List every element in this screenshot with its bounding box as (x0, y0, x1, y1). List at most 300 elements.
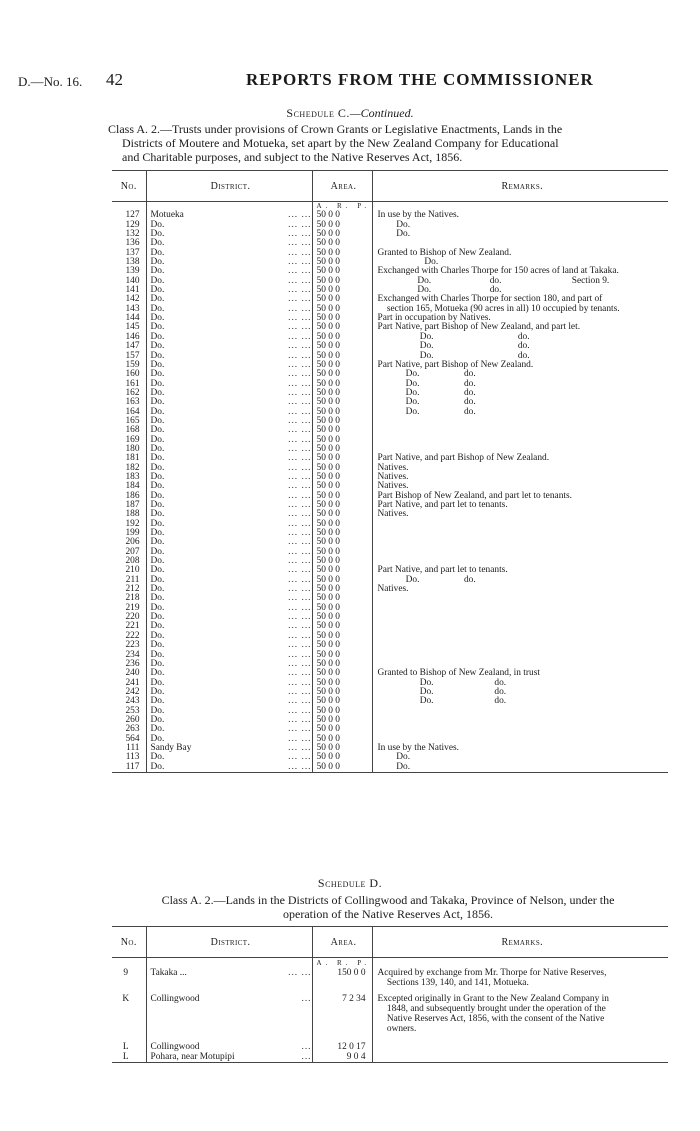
district-name: Do. (150, 294, 165, 305)
area-value: 50 0 0 (312, 697, 372, 706)
area-value: 50 0 0 (312, 239, 372, 248)
district-name: Do. (150, 630, 165, 641)
area-value: 9 0 4 (312, 1052, 372, 1063)
table-row (112, 230, 668, 239)
schedule-c-continued: —Continued. (349, 106, 414, 120)
leader-dots: ... ... (288, 238, 312, 249)
district-cell (146, 464, 312, 473)
area-value: 50 0 0 (312, 651, 372, 660)
lot-number: L (122, 1042, 129, 1052)
column-header-no: No. (112, 927, 146, 958)
schedule-c-table (112, 170, 668, 773)
table-row (112, 417, 668, 426)
leader-dots: ... ... (288, 509, 312, 520)
schedule-d-label: Schedule D. (317, 876, 383, 890)
remarks-cell: Natives. (372, 464, 668, 473)
remarks-cell (372, 968, 668, 994)
leader-dots: ... (301, 1042, 312, 1052)
remarks-cell: Do. (372, 221, 668, 230)
lot-number: 199 (125, 528, 140, 539)
lot-number: 218 (125, 593, 140, 604)
remarks-cell: Natives. (372, 482, 668, 491)
district-name: Do. (150, 705, 165, 716)
lot-number: 157 (125, 350, 140, 361)
remarks-cell: In use by the Natives. (372, 211, 668, 220)
district-name: Do. (150, 649, 165, 660)
area-value: 50 0 0 (312, 641, 372, 650)
district-cell (146, 968, 312, 994)
district-name: Do. (150, 658, 165, 669)
page-header (18, 70, 678, 92)
district-cell (146, 426, 312, 435)
district-name: Do. (150, 229, 165, 240)
lot-number: 207 (125, 546, 140, 557)
leader-dots: ... ... (288, 481, 312, 492)
district-cell (146, 267, 312, 276)
table-row (112, 408, 668, 417)
table-row (112, 641, 668, 650)
leader-dots: ... ... (288, 462, 312, 473)
district-name: Do. (150, 668, 165, 679)
district-cell (146, 744, 312, 753)
district-name: Do. (150, 341, 165, 352)
area-value: 50 0 0 (312, 725, 372, 734)
leader-dots: ... ... (288, 294, 312, 305)
lot-number: 111 (126, 742, 140, 753)
district-cell (146, 566, 312, 575)
district-name: Do. (150, 593, 165, 604)
remarks-line: owners. (377, 1024, 417, 1034)
area-value: 50 0 0 (312, 277, 372, 286)
table-row (112, 1042, 668, 1052)
district-name: Do. (150, 303, 165, 314)
leader-dots: ... ... (288, 705, 312, 716)
leader-dots: ... ... (288, 518, 312, 529)
leader-dots: ... ... (288, 500, 312, 510)
lot-number: 168 (125, 425, 140, 436)
units-row (112, 958, 668, 969)
leader-dots: ... ... (288, 453, 312, 464)
area-value: 50 0 0 (312, 669, 372, 678)
lot-number: 192 (125, 518, 140, 529)
district-name: Do. (150, 696, 165, 707)
leader-dots: ... ... (288, 602, 312, 613)
district-cell (146, 370, 312, 379)
district-name: Do. (150, 677, 165, 688)
leader-dots: ... ... (288, 285, 312, 296)
district-cell (146, 323, 312, 332)
district-name: Do. (150, 481, 165, 492)
district-cell (146, 295, 312, 304)
district-cell (146, 408, 312, 417)
lot-number: 143 (125, 303, 140, 314)
leader-dots: ... ... (288, 546, 312, 557)
leader-dots: ... ... (288, 733, 312, 744)
leader-dots: ... ... (288, 714, 312, 725)
leader-dots: ... ... (288, 565, 312, 576)
district-name: Do. (150, 546, 165, 557)
lot-number: 132 (125, 229, 140, 240)
lot-number: 222 (125, 630, 140, 641)
leader-dots: ... ... (288, 219, 312, 230)
lot-number: 160 (125, 369, 140, 380)
district-cell (146, 436, 312, 445)
remarks-cell: Part Native, and part Bishop of New Zealand. (372, 454, 668, 463)
lot-number: 223 (125, 640, 140, 651)
lot-number: 208 (125, 556, 140, 567)
area-value: 50 0 0 (312, 604, 372, 613)
lot-number: 253 (125, 705, 140, 716)
remarks-cell (372, 622, 668, 631)
area-value: 50 0 0 (312, 380, 372, 389)
district-cell (146, 314, 312, 323)
district-cell (146, 707, 312, 716)
lot-number: 145 (125, 322, 140, 333)
remarks-cell: Do. do. (372, 688, 668, 697)
area-value: 50 0 0 (312, 585, 372, 594)
lot-number: 159 (125, 359, 140, 370)
district-wrap (151, 1052, 312, 1062)
remarks-cell (372, 632, 668, 641)
lot-number: 147 (125, 341, 140, 352)
lot-number: 211 (125, 574, 140, 585)
district-cell (146, 753, 312, 762)
caption-line: Class A. 2.—Lands in the Districts of Collingwood and Takaka, Province of Nelson, under the (161, 893, 615, 907)
lot-number: 183 (125, 471, 140, 482)
area-value: 50 0 0 (312, 398, 372, 407)
district-name: Do. (150, 556, 165, 567)
leader-dots: ... ... (288, 266, 312, 277)
leader-dots: ... ... (288, 742, 312, 753)
leader-dots: ... ... (288, 668, 312, 679)
leader-dots: ... (301, 1052, 312, 1062)
leader-dots: ... ... (288, 387, 312, 398)
district-cell (146, 529, 312, 538)
district-name: Do. (150, 425, 165, 436)
leader-dots: ... ... (288, 443, 312, 454)
area-value: 50 0 0 (312, 557, 372, 566)
district-cell (146, 249, 312, 258)
lot-number: 236 (125, 658, 140, 669)
area-value: 50 0 0 (312, 211, 372, 220)
area-value: 50 0 0 (312, 548, 372, 557)
remarks-line: 1848, and subsequently brought under the operation of the (377, 1004, 606, 1014)
page-number: 42 (106, 70, 123, 89)
lot-number: 113 (125, 752, 140, 763)
district-name: Do. (150, 443, 165, 454)
area-value: 7 2 34 (312, 994, 372, 1042)
district-name: Do. (150, 453, 165, 464)
area-value: 50 0 0 (312, 258, 372, 267)
remarks-cell (372, 417, 668, 426)
leader-dots: ... ... (288, 630, 312, 641)
district-name: Do. (150, 490, 165, 501)
lot-number: 140 (125, 275, 140, 286)
table-row (112, 529, 668, 538)
table-row (112, 622, 668, 631)
district-name: Do. (150, 406, 165, 417)
district-name: Do. (150, 471, 165, 482)
district-name: Do. (150, 574, 165, 585)
leader-dots: ... ... (288, 369, 312, 380)
district-name: Takaka ... (150, 968, 187, 978)
lot-number: K (122, 994, 130, 1004)
district-cell (146, 239, 312, 248)
area-value: 50 0 0 (312, 632, 372, 641)
leader-dots: ... ... (288, 313, 312, 324)
leader-dots: ... ... (288, 303, 312, 314)
leader-dots: ... ... (288, 490, 312, 501)
leader-dots: ... ... (288, 378, 312, 389)
area-value: 50 0 0 (312, 566, 372, 575)
lot-number: 127 (125, 210, 140, 221)
table-row (112, 707, 668, 716)
table-row (112, 594, 668, 603)
leader-dots: ... ... (288, 341, 312, 352)
district-name: Do. (150, 387, 165, 398)
area-value: 50 0 0 (312, 361, 372, 370)
district-name: Do. (150, 528, 165, 539)
district-name: Do. (150, 378, 165, 389)
district-name: Do. (150, 331, 165, 342)
table-row (112, 697, 668, 706)
lot-number: 260 (125, 714, 140, 725)
district-cell (146, 660, 312, 669)
table-row (112, 632, 668, 641)
remarks-cell (372, 651, 668, 660)
district-cell (146, 557, 312, 566)
remarks-cell: Granted to Bishop of New Zealand, in trust (372, 669, 668, 678)
leader-dots: ... ... (288, 761, 312, 772)
leader-dots: ... ... (288, 331, 312, 342)
district-cell (146, 342, 312, 351)
remarks-cell (372, 538, 668, 547)
area-value: 50 0 0 (312, 342, 372, 351)
lot-number: 210 (125, 565, 140, 576)
lot-number: 212 (125, 584, 140, 595)
lot-number: 187 (125, 500, 140, 510)
area-value: 50 0 0 (312, 482, 372, 491)
schedule-d-caption (108, 893, 668, 921)
area-value: 50 0 0 (312, 445, 372, 454)
lot-number: 162 (125, 387, 140, 398)
remarks-cell: Do. do. (372, 370, 668, 379)
district-name: Motueka (150, 210, 184, 221)
lot-number: 221 (125, 621, 140, 632)
district-name: Do. (150, 500, 165, 510)
remarks-cell: Part Bishop of New Zealand, and part let to tenants. (372, 492, 668, 501)
leader-dots: ... ... (288, 275, 312, 286)
table-row (112, 436, 668, 445)
units-cell (112, 958, 146, 969)
area-value: 50 0 0 (312, 295, 372, 304)
table-row (112, 520, 668, 529)
district-cell (146, 361, 312, 370)
district-cell (146, 1042, 312, 1052)
leader-dots: ... ... (288, 677, 312, 688)
district-name: Do. (150, 313, 165, 324)
leader-dots: ... ... (288, 350, 312, 361)
column-header-area: Area. (312, 927, 372, 958)
area-value: 50 0 0 (312, 473, 372, 482)
lot-number: 564 (125, 733, 140, 744)
district-name: Do. (150, 640, 165, 651)
area-value: 50 0 0 (312, 464, 372, 473)
district-cell (146, 604, 312, 613)
lot-number: 169 (125, 434, 140, 445)
district-name: Do. (150, 518, 165, 529)
remarks-cell (372, 529, 668, 538)
leader-dots: ... ... (288, 397, 312, 408)
table-row (112, 604, 668, 613)
district-cell (146, 258, 312, 267)
area-value: 50 0 0 (312, 744, 372, 753)
area-value: 50 0 0 (312, 538, 372, 547)
district-cell (146, 510, 312, 519)
column-header-area: Area. (312, 171, 372, 202)
remarks-cell: Do. do. (372, 333, 668, 342)
district-name: Do. (150, 733, 165, 744)
table-row (112, 613, 668, 622)
lot-number: 129 (125, 219, 140, 230)
lot-number: 188 (125, 509, 140, 520)
table-row (112, 651, 668, 660)
leader-dots: ... ... (288, 752, 312, 763)
schedule-c-caption (108, 122, 668, 164)
lot-number: 161 (125, 378, 140, 389)
lot-number: 220 (125, 612, 140, 623)
lot-number: 139 (125, 266, 140, 277)
district-cell (146, 473, 312, 482)
lot-number: 146 (125, 331, 140, 342)
district-cell (146, 613, 312, 622)
remarks-cell: Granted to Bishop of New Zealand. (372, 249, 668, 258)
lot-number: 164 (125, 406, 140, 417)
area-value: 50 0 0 (312, 660, 372, 669)
district-cell (146, 492, 312, 501)
district-cell (146, 669, 312, 678)
district-name: Do. (150, 724, 165, 735)
remarks-cell (372, 707, 668, 716)
district-name: Do. (150, 322, 165, 333)
area-value: 50 0 0 (312, 594, 372, 603)
lot-number: 180 (125, 443, 140, 454)
area-value: 50 0 0 (312, 389, 372, 398)
leader-dots: ... ... (288, 415, 312, 426)
area-value: 50 0 0 (312, 529, 372, 538)
remarks-cell (372, 604, 668, 613)
district-cell (146, 501, 312, 510)
remarks-cell: Exchanged with Charles Thorpe for section 180, and part of (372, 295, 668, 304)
district-name: Do. (150, 369, 165, 380)
lot-number: 136 (125, 238, 140, 249)
lot-number: 234 (125, 649, 140, 660)
lot-number: L (112, 1052, 146, 1063)
district-name: Do. (150, 714, 165, 725)
units-cell (146, 958, 312, 969)
leader-dots: ... ... (288, 612, 312, 623)
remarks-cell: Do. (372, 763, 668, 773)
lot-number: 142 (125, 294, 140, 305)
district-cell (146, 380, 312, 389)
leader-dots: ... ... (288, 621, 312, 632)
area-value: 50 0 0 (312, 454, 372, 463)
lot-number: 263 (125, 724, 140, 735)
district-cell (146, 520, 312, 529)
district-name: Pohara, near Motupipi (150, 1052, 235, 1062)
remarks-cell (372, 725, 668, 734)
district-name: Do. (150, 686, 165, 697)
remarks-line: Acquired by exchange from Mr. Thorpe for Native Reserves, (377, 968, 607, 978)
district-name: Do. (150, 238, 165, 249)
remarks-cell: Do. do. (372, 352, 668, 361)
area-value: 12 0 17 (312, 1042, 372, 1052)
area-value: 50 0 0 (312, 230, 372, 239)
district-cell (146, 1052, 312, 1063)
leader-dots: ... ... (288, 406, 312, 417)
leader-dots: ... ... (288, 640, 312, 651)
table-row (112, 968, 668, 994)
area-value: 50 0 0 (312, 323, 372, 332)
leader-dots: ... ... (288, 686, 312, 697)
lot-number: 141 (125, 285, 140, 296)
leader-dots: ... ... (288, 968, 312, 978)
district-name: Do. (150, 612, 165, 623)
lot-number: 163 (125, 397, 140, 408)
lot-number: 240 (125, 668, 140, 679)
district-cell (146, 398, 312, 407)
area-value: 50 0 0 (312, 679, 372, 688)
remarks-line: Sections 139, 140, and 141, Motueka. (377, 978, 529, 988)
table-row (112, 538, 668, 547)
lot-number: 182 (125, 462, 140, 473)
remarks-cell: Part Native, and part let to tenants. (372, 501, 668, 510)
district-cell (146, 221, 312, 230)
leader-dots: ... ... (288, 434, 312, 445)
column-header-no: No. (112, 171, 146, 202)
remarks-cell: Exchanged with Charles Thorpe for 150 acres of land at Takaka. (372, 267, 668, 276)
table-row (112, 548, 668, 557)
leader-dots: ... ... (288, 229, 312, 240)
remarks-cell: Do. do. (372, 576, 668, 585)
area-value: 50 0 0 (312, 249, 372, 258)
column-header-remarks: Remarks. (372, 171, 668, 202)
area-value: 50 0 0 (312, 408, 372, 417)
remarks-cell: Do. do. (372, 389, 668, 398)
district-wrap (151, 1042, 312, 1052)
schedule-d-heading (0, 876, 700, 891)
remarks-cell: Do. (372, 753, 668, 762)
leader-dots: ... ... (288, 593, 312, 604)
remarks-cell: Natives. (372, 585, 668, 594)
leader-dots: ... ... (288, 359, 312, 370)
table-row (112, 994, 668, 1042)
lot-number: 9 (123, 968, 129, 978)
remarks-cell: Do. (372, 230, 668, 239)
area-value: 50 0 0 (312, 576, 372, 585)
district-wrap (151, 968, 312, 978)
district-cell (146, 688, 312, 697)
leader-dots: ... ... (288, 658, 312, 669)
column-header-remarks: Remarks. (372, 927, 668, 958)
leader-dots: ... ... (288, 528, 312, 539)
leader-dots: ... ... (288, 322, 312, 333)
lot-number: 117 (112, 763, 146, 773)
district-name: Do. (150, 584, 165, 595)
table-row (112, 716, 668, 725)
lot-number: 165 (125, 415, 140, 426)
remarks-cell: Do. do. (372, 380, 668, 389)
